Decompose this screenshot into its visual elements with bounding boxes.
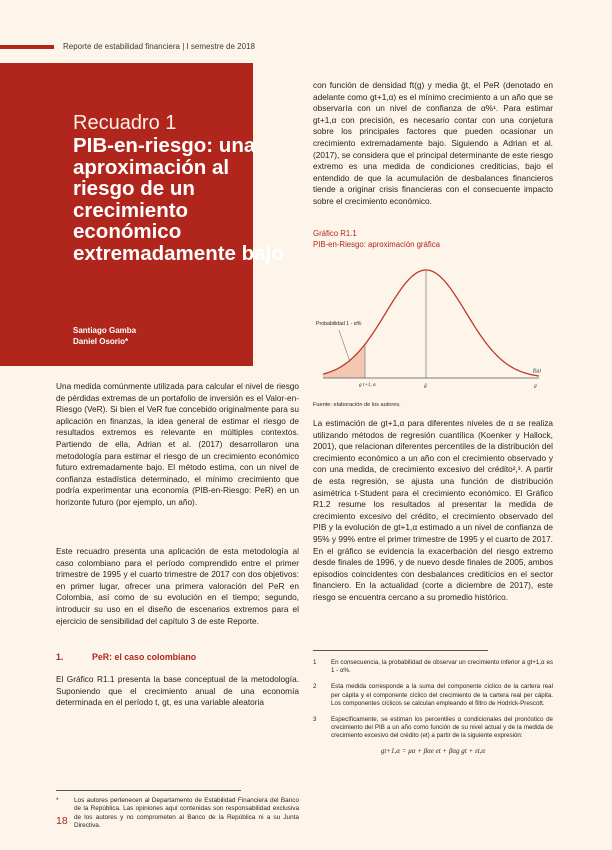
footnote-mark: * bbox=[56, 797, 59, 804]
paragraph-text: El Gráfico R1.1 presenta la base conceptual de la metodología. Suponiendo que el crecimiento anual de una economía determinada en el período t, gt, es una variable aleatoria bbox=[56, 674, 299, 708]
annotation-label: Probabilidad 1 - α% bbox=[316, 321, 362, 327]
footnote-text: En consecuencia, la probabilidad de observar un crecimiento inferior a gt+1,α es 1 - α%. bbox=[331, 659, 553, 675]
paragraph-text: Este recuadro presenta una aplicación de esta metodología al caso colombiano para el período comprendido entre el primer trimestre de 1995 y el cuarto trimestre de 2017 con dos objetivos: en primer lugar, ofrecer una primera valoración del PeR en Colombia, así como de su evolución en el tiempo; segundo, introducir su uso en el diseño de escenarios extremos para el ejercicio de sensibilidad del capítulo 3 de este Reporte. bbox=[56, 546, 299, 626]
paragraph-text: Una medida comúnmente utilizada para calcular el nivel de riesgo de pérdidas extremas de un portafolio de inversión es el Valor-en-Riesgo (VeR). Si bien el VeR fue concebido originalmente para su aplicación en finanzas, la idea general de estimar el riesgo de resultados extremos es relevante en múltiples contextos. Partiendo de ella, Adrian et al. (2017) desarrollaron una metodología para estimar el riesgo de un crecimiento económico futuro extremadamente bajo. El método estima, con un nivel de confianza estadística determinado, el mínimo crecimiento que podría experimentar una economía (PIB-en-Riesgo: PeR) en un horizonte futuro (por ejemplo, un año). bbox=[56, 381, 299, 507]
running-header: Reporte de estabilidad financiera | I semestre de 2018 bbox=[63, 42, 255, 51]
footnote-mark: 3 bbox=[313, 716, 317, 724]
x-axis-label: g bbox=[534, 383, 537, 389]
paragraph bbox=[56, 674, 299, 709]
paragraph bbox=[56, 546, 299, 627]
footnote-text: Los autores pertenecen al Departamento de Estabilidad Financiera del Banco de la República. Las opiniones aquí contenidas son responsabilidad exclusiva de los autores y no comprometen al Banco de la República ni a su Junta Directiva. bbox=[74, 797, 299, 830]
paragraph bbox=[56, 381, 299, 509]
author: Daniel Osorio* bbox=[73, 337, 129, 346]
page-number: 18 bbox=[56, 815, 68, 827]
footnote bbox=[313, 683, 553, 708]
footnotes bbox=[313, 659, 553, 755]
section-number: 1. bbox=[56, 652, 64, 662]
tail-probability-area bbox=[323, 344, 365, 378]
footnote-text: Específicamente, se estiman los percentiles α condicionales del pronóstico de crecimiento del PIB a un año como función de su nivel actual y de la medida de crecimiento excesivo del crédito (et) a partir de la siguiente expresión: bbox=[331, 716, 553, 740]
footnote-mark: 2 bbox=[313, 683, 317, 691]
density-chart bbox=[313, 250, 543, 395]
footnote bbox=[313, 716, 553, 741]
chart-heading bbox=[313, 229, 440, 250]
footnote-divider bbox=[313, 650, 488, 651]
chart-source: Fuente: elaboración de los autores. bbox=[313, 402, 401, 408]
paragraph bbox=[313, 418, 553, 604]
paragraph-text: con función de densidad ft(g) y media ḡt, el PeR (denotado en adelante como gt+1,α) es el mínimo crecimiento a un año que se observaría con un nivel de confianza de α%¹. Para estimar gt+1,α con precisión, es necesario contar con una conjetura sobre los principales factores que pueden ocasionar un crecimiento extremadamente bajo. Siguiendo a Adrian et al. (2017), se considera que el principal determinante de este riesgo extremo es una medida de condiciones crediticias, bajo el entendido de que la acumulación de desbalances financieros tiende a originar crisis financieras con el consecuente impacto sobre el crecimiento económico. bbox=[313, 80, 553, 206]
section-heading bbox=[56, 652, 299, 662]
footnote-divider bbox=[56, 790, 241, 791]
footnote bbox=[313, 659, 553, 675]
footnote-mark: 1 bbox=[313, 659, 317, 666]
chart-title: PIB-en-Riesgo: aproximación gráfica bbox=[313, 239, 440, 249]
paragraph bbox=[313, 80, 553, 208]
header-accent-bar bbox=[0, 45, 54, 49]
chart-label: Gráfico R1.1 bbox=[313, 229, 357, 238]
annotation-arrow bbox=[339, 330, 350, 362]
x-tick-quantile: g t+1, α bbox=[359, 382, 376, 388]
curve-label: f(g) bbox=[533, 368, 541, 374]
footnote-text: Esta medida corresponde a la suma del componente cíclico de la cartera real per cápita y el componente cíclico del crecimiento de la cartera real per cápita. Los componentes cíclicos se calculan empleando el filtro de Hodrick-Prescott. bbox=[331, 683, 553, 707]
box-kicker: Recuadro 1 bbox=[73, 112, 177, 134]
formula: gt+1,α = μα + βαe et + βαg gt + εt,α bbox=[380, 746, 486, 755]
footnote bbox=[56, 797, 299, 831]
x-tick-mean: ḡ bbox=[424, 383, 427, 389]
author: Santiago Gamba bbox=[73, 326, 137, 335]
paragraph-text: La estimación de gt+1,α para diferentes niveles de α se realiza utilizando métodos de regresión cuantílica (Koenker y Hallock, 2001), que relacionan diferentes percentiles de la distribución del crecimiento económico a un año con el crecimiento observado y con una medida, de crecimiento excesivo del crédito²,³. A partir de esta regresión, se ajusta una función de distribución asimétrica t-Student para el crecimiento económico. El Gráfico R1.2 resume los resultados al presentar la medida de crecimiento excesivo del crédito, el crecimiento observado del PIB y la evolución de gt+1,α estimado a un nivel de confianza de 95% y 99% entre el primer trimestre de 1995 y el cuarto de 2017. En el gráfico se evidencia la exacerbación del riesgo extremo desde finales de 1996, y de nuevo desde finales de 2005, ambos episodios coincidentes con desbalances crediticios en el sector financiero. En la actualidad (corte a diciembre de 2017), este riesgo se encuentra cercano a su promedio histórico. bbox=[313, 418, 553, 602]
box-title: PIB-en-riesgo: una aproximación al riesgo de un crecimiento económico extremadamente bajo bbox=[73, 134, 284, 265]
authors bbox=[73, 325, 136, 347]
section-title: PeR: el caso colombiano bbox=[92, 652, 197, 662]
